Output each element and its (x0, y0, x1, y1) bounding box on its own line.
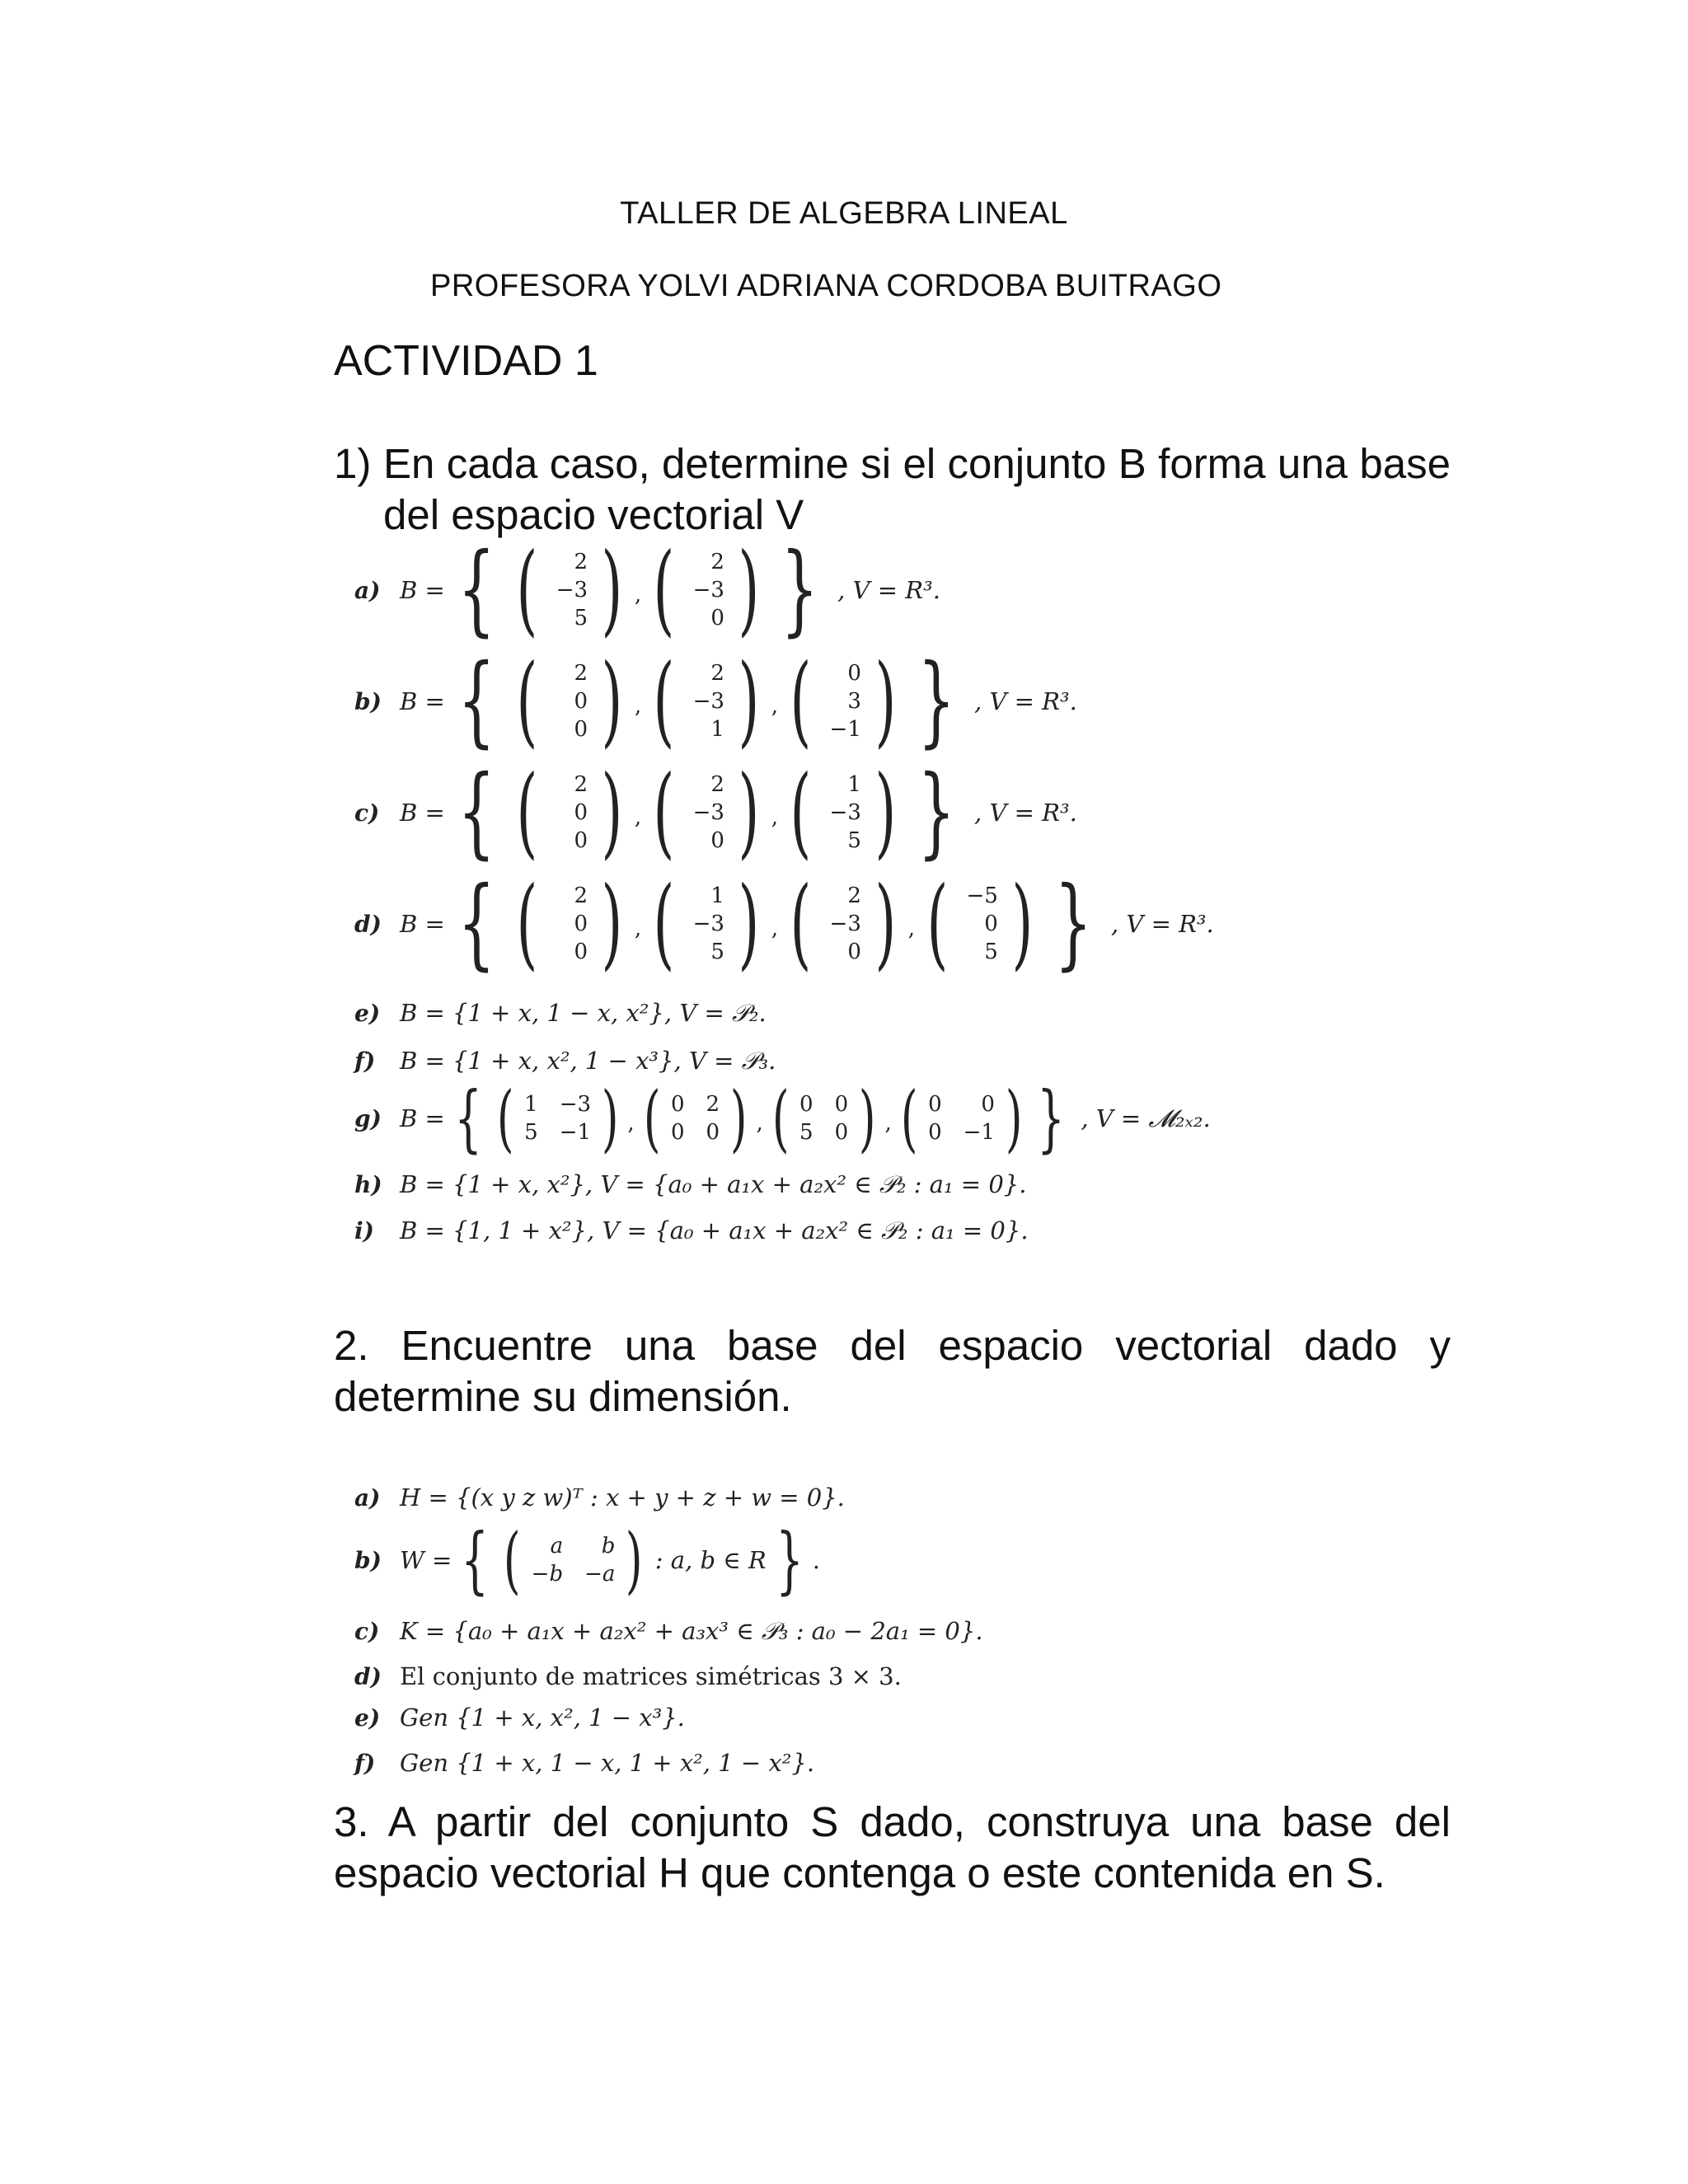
left-paren-icon: ( (900, 1076, 918, 1160)
vector-space: , V = 𝓜₂ₓ₂. (1081, 1104, 1211, 1132)
column-vector: 0 3 −1 (829, 661, 861, 742)
question-3-text: 3. A partir del conjunto S dado, construya una base del espacio vectorial H que contenga o este contenida en S. (334, 1798, 1451, 1896)
matrix-2x2: a b −b −a (531, 1534, 616, 1587)
matrix-2x2: 0 2 0 0 (671, 1092, 720, 1146)
column-vector: 1 −3 5 (692, 883, 724, 964)
matrix-2x2: 0 0 5 0 (799, 1092, 849, 1146)
item-expression: Gen {1 + x, 1 − x, 1 + x², 1 − x²}. (400, 1749, 815, 1777)
item-expression: B = {1 + x, 1 − x, x²}, V = 𝒫₂. (400, 999, 767, 1027)
q1-item-a (354, 532, 940, 647)
left-paren-icon: ( (790, 755, 812, 869)
q1-item-e (354, 999, 767, 1028)
left-paren-icon: ( (516, 532, 538, 647)
right-paren-icon: ) (601, 1076, 619, 1160)
left-paren-icon: ( (516, 866, 538, 981)
vector-space: , V = R³. (837, 576, 940, 604)
item-label: b) (354, 687, 382, 715)
left-brace-icon: { (457, 532, 495, 647)
right-paren-icon: ) (601, 532, 623, 647)
left-brace-icon: { (457, 755, 495, 869)
comma-separator: , (771, 694, 779, 719)
q2-item-f (354, 1749, 814, 1777)
item-label: h) (354, 1171, 382, 1198)
item-expression: K = {a₀ + a₁x + a₂x² + a₃x³ ∈ 𝒫₃ : a₀ − 2a₁ = 0}. (400, 1617, 983, 1645)
comma-separator: , (634, 916, 642, 941)
right-brace-icon: } (917, 644, 955, 758)
right-brace-icon: } (781, 532, 818, 647)
q2-item-c (354, 1617, 983, 1646)
left-paren-icon: ( (771, 1076, 790, 1160)
column-vector: 2 −3 0 (692, 550, 724, 630)
question-2-text: 2. Encuentre una base del espacio vectorial dado y determine su dimensión. (334, 1322, 1451, 1420)
left-brace-icon: { (457, 866, 495, 981)
item-label: f) (354, 1749, 376, 1777)
right-paren-icon: ) (1011, 866, 1034, 981)
left-brace-icon: { (461, 1517, 490, 1602)
column-vector: 1 −3 5 (829, 772, 861, 853)
right-brace-icon: } (1037, 1076, 1066, 1160)
item-expression: Gen {1 + x, x², 1 − x³}. (400, 1704, 685, 1732)
right-paren-icon: ) (738, 532, 760, 647)
period: . (812, 1546, 820, 1575)
right-paren-icon: ) (738, 755, 760, 869)
vector-space: , V = R³. (1110, 910, 1214, 938)
left-paren-icon: ( (653, 866, 675, 981)
item-label: c) (354, 1618, 380, 1645)
set-b-symbol: B = (400, 576, 445, 604)
vector-space: , V = R³. (974, 799, 1077, 827)
vector-space: , V = R³. (974, 687, 1077, 715)
document-title: TALLER DE ALGEBRA LINEAL (620, 196, 1068, 231)
right-brace-icon: } (775, 1517, 804, 1602)
right-paren-icon: ) (626, 1517, 643, 1602)
left-paren-icon: ( (496, 1076, 514, 1160)
column-vector: 2 0 0 (574, 661, 588, 742)
item-expression: B = {1 + x, x², 1 − x³}, V = 𝒫₃. (400, 1047, 776, 1075)
item-label: d) (354, 1662, 382, 1690)
item-label: b) (354, 1546, 382, 1574)
item-label: d) (354, 910, 382, 938)
set-b-symbol: B = (400, 910, 445, 938)
comma-separator: , (771, 916, 779, 941)
matrix-2x2: 0 0 0 −1 (928, 1092, 995, 1146)
q1-item-d (354, 866, 1214, 981)
left-paren-icon: ( (926, 866, 949, 981)
left-paren-icon: ( (653, 644, 675, 758)
comma-separator: , (627, 1111, 635, 1137)
q1-item-i (354, 1216, 1029, 1245)
left-paren-icon: ( (516, 644, 538, 758)
item-label: a) (354, 576, 381, 604)
q2-item-e (354, 1704, 685, 1732)
comma-separator: , (634, 583, 642, 607)
item-expression: El conjunto de matrices simétricas 3 × 3. (400, 1662, 902, 1690)
column-vector: 2 −3 1 (692, 661, 724, 742)
comma-separator: , (771, 805, 779, 830)
right-paren-icon: ) (874, 755, 897, 869)
set-condition: : a, b ∈ R (654, 1546, 767, 1575)
set-b-symbol: B = (400, 1104, 445, 1133)
left-brace-icon: { (454, 1076, 482, 1160)
item-label: e) (354, 1000, 381, 1027)
left-paren-icon: ( (790, 644, 812, 758)
right-paren-icon: ) (601, 866, 623, 981)
right-brace-icon: } (917, 755, 955, 869)
item-label: i) (354, 1217, 374, 1244)
right-paren-icon: ) (1005, 1076, 1023, 1160)
item-expression: B = {1 + x, x²}, V = {a₀ + a₁x + a₂x² ∈ 𝒫₂ : a₁ = 0}. (400, 1170, 1027, 1198)
set-b-symbol: B = (400, 687, 445, 715)
right-paren-icon: ) (738, 866, 760, 981)
item-label: a) (354, 1483, 381, 1511)
right-paren-icon: ) (729, 1076, 748, 1160)
left-paren-icon: ( (653, 532, 675, 647)
column-vector: 2 −3 5 (556, 550, 588, 630)
item-expression: B = {1, 1 + x²}, V = {a₀ + a₁x + a₂x² ∈ 𝒫₂ : a₁ = 0}. (400, 1216, 1029, 1244)
left-brace-icon: { (457, 644, 495, 758)
q2-item-b (354, 1517, 820, 1602)
comma-separator: , (907, 916, 915, 941)
matrix-2x2: 1 −3 5 −1 (524, 1092, 592, 1146)
right-paren-icon: ) (601, 644, 623, 758)
left-paren-icon: ( (643, 1076, 661, 1160)
right-paren-icon: ) (601, 755, 623, 869)
q2-item-a (354, 1483, 845, 1511)
item-expression: H = {(x y z w)ᵀ : x + y + z + w = 0}. (400, 1483, 845, 1511)
column-vector: 2 −3 0 (692, 772, 724, 853)
question-1-number: 1) (334, 440, 372, 487)
comma-separator: , (634, 694, 642, 719)
q1-item-b (354, 644, 1077, 758)
q1-item-h (354, 1170, 1026, 1199)
set-b-symbol: B = (400, 799, 445, 827)
comma-separator: , (756, 1111, 763, 1137)
activity-heading: ACTIVIDAD 1 (334, 337, 598, 385)
left-paren-icon: ( (790, 866, 812, 981)
comma-separator: , (884, 1111, 892, 1137)
right-paren-icon: ) (859, 1076, 876, 1160)
left-paren-icon: ( (516, 755, 538, 869)
set-w-symbol: W = (400, 1546, 452, 1575)
left-paren-icon: ( (504, 1517, 521, 1602)
q1-item-g (354, 1076, 1211, 1160)
q1-item-f (354, 1047, 776, 1076)
q2-item-d (354, 1662, 902, 1690)
right-paren-icon: ) (874, 644, 897, 758)
left-paren-icon: ( (653, 755, 675, 869)
right-paren-icon: ) (874, 866, 897, 981)
right-brace-icon: } (1053, 866, 1092, 981)
comma-separator: , (634, 805, 642, 830)
column-vector: 2 0 0 (574, 883, 588, 964)
column-vector: −5 0 5 (966, 883, 998, 964)
item-label: e) (354, 1704, 381, 1732)
item-label: f) (354, 1047, 376, 1075)
right-paren-icon: ) (738, 644, 760, 758)
teacher-name: PROFESORA YOLVI ADRIANA CORDOBA BUITRAGO (430, 269, 1222, 303)
column-vector: 2 0 0 (574, 772, 588, 853)
item-label: c) (354, 799, 380, 827)
column-vector: 2 −3 0 (829, 883, 861, 964)
q1-item-c (354, 755, 1077, 869)
item-label: g) (354, 1104, 382, 1132)
question-1-text: En cada caso, determine si el conjunto B forma una base del espacio vectorial V (383, 440, 1451, 538)
